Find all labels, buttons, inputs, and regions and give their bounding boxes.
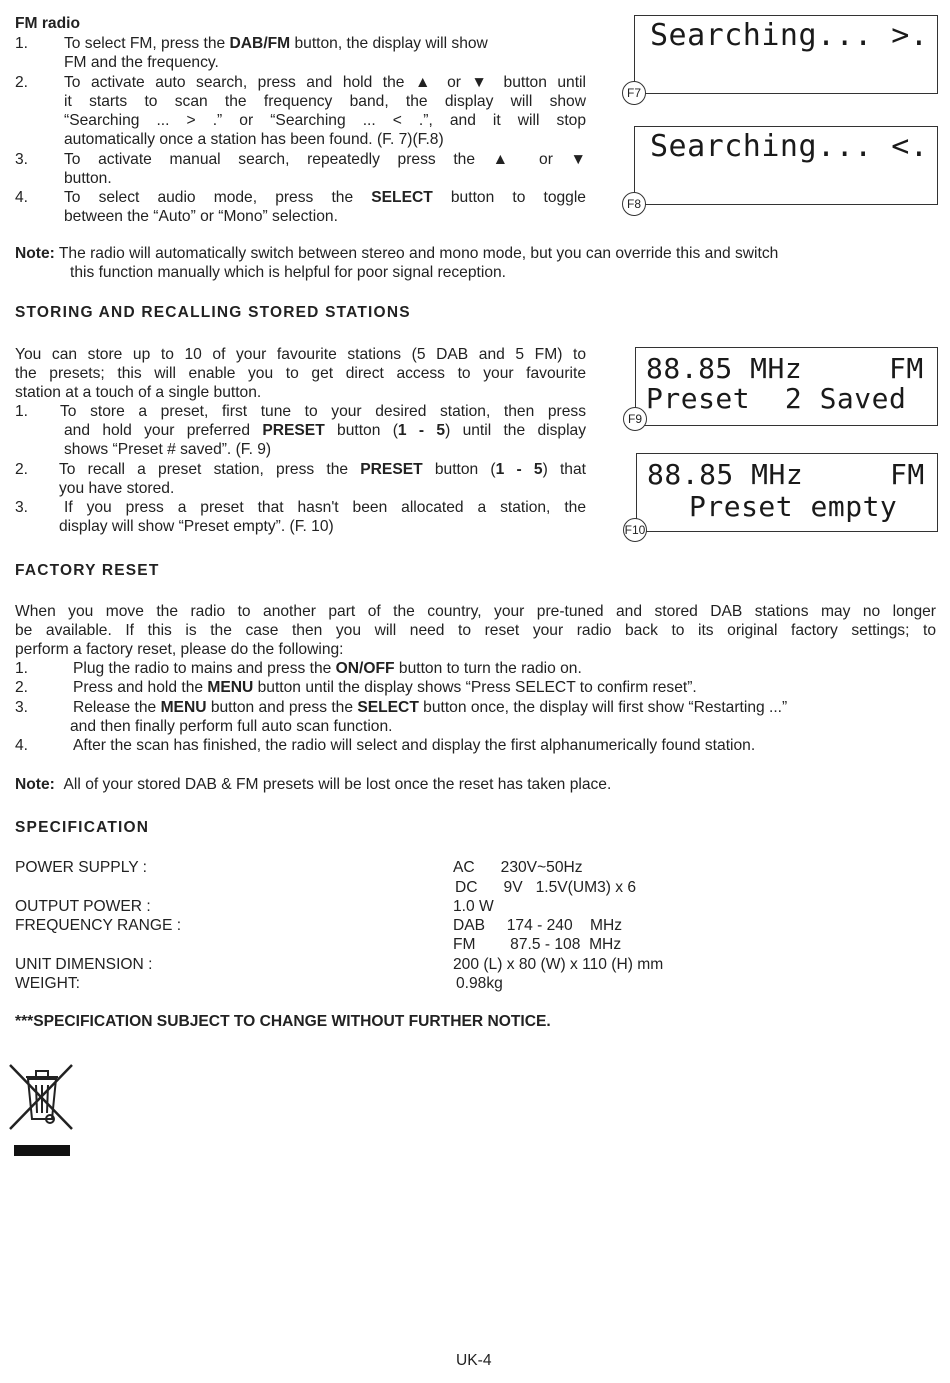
note-continued: this function manually which is helpful for poor signal reception. [70,264,506,281]
spec-value: DAB 174 - 240 MHz [453,917,622,934]
spec-value: AC 230V~50Hz [453,859,583,876]
list-number: 2. [15,461,29,478]
list-item: you have stored. [59,480,175,497]
paragraph-line: You can store up to 10 of your favourite stations (5 DAB and 5 FM) to [15,346,586,363]
display-line: Searching... <. [650,129,929,164]
list-item: shows “Preset # saved”. (F. 9) [64,441,272,458]
spec-label: UNIT DIMENSION : [15,956,153,973]
display-line: 88.85 MHz FM [646,352,924,385]
display-f10 [636,453,938,532]
display-f8 [634,126,938,205]
display-line: Searching... >. [650,18,929,53]
paragraph-line: perform a factory reset, please do the following: [15,641,344,658]
spec-value: 0.98kg [456,975,503,992]
paragraph-line: When you move the radio to another part of the country, your pre-tuned and stored DAB stations may no longer [15,603,936,620]
spec-value: 200 (L) x 80 (W) x 110 (H) mm [453,956,664,973]
figure-label: F8 [622,192,646,216]
spec-label: FREQUENCY RANGE : [15,917,182,934]
list-item: it starts to scan the frequency band, the display will show [64,93,586,110]
figure-label: F10 [623,518,647,542]
list-item: Press and hold the MENU button until the display shows “Press SELECT to confirm reset”. [73,679,697,696]
list-item: display will show “Preset empty”. (F. 10) [59,518,334,535]
list-number: 3. [15,499,29,516]
spec-label: WEIGHT: [15,975,80,992]
list-item: and then finally perform full auto scan function. [70,718,393,735]
spec-label: POWER SUPPLY : [15,859,148,876]
spec-value: DC 9V 1.5V(UM3) x 6 [455,879,637,896]
paragraph-line: the presets; this will enable you to get direct access to your favourite [15,365,586,382]
section-heading-storing: STORING AND RECALLING STORED STATIONS [15,304,411,321]
list-item: After the scan has finished, the radio will select and display the first alphanumerically found station. [73,737,756,754]
note: Note: All of your stored DAB & FM presets will be lost once the reset has taken place. [15,776,612,793]
list-item: button. [64,170,112,187]
paragraph-line: station at a touch of a single button. [15,384,262,401]
list-item: “Searching ... > .” or “Searching ... < .”, and it will stop [64,112,586,129]
list-item: Release the MENU button and press the SELECT button once, the display will first show “Restarting ...” [73,699,788,716]
list-item: FM and the frequency. [64,54,219,71]
list-number: 1. [15,403,29,420]
figure-label: F7 [622,81,646,105]
list-number: 2. [15,74,29,91]
crossed-out-wheelie-bin-icon [8,1063,74,1159]
note: Note: The radio will automatically switch between stereo and mono mode, but you can override this and switch [15,245,779,262]
display-line: 88.85 MHz FM [647,458,925,491]
list-item: To activate auto search, press and hold the ▲ or ▼ button until [64,74,586,91]
list-item: To recall a preset station, press the PRESET button (1 - 5) that [59,461,586,478]
list-number: 4. [15,737,29,754]
display-f9 [635,347,938,426]
section-heading-factory-reset: FACTORY RESET [15,562,160,579]
list-number: 1. [15,660,29,677]
spec-value: 1.0 W [453,898,494,915]
list-number: 3. [15,699,29,716]
list-item: To select FM, press the DAB/FM button, the display will show [64,35,488,52]
list-item: and hold your preferred PRESET button (1 - 5) until the display [64,422,587,439]
list-number: 1. [15,35,29,52]
display-f7 [634,15,938,94]
spec-notice: ***SPECIFICATION SUBJECT TO CHANGE WITHOUT FURTHER NOTICE. [15,1013,551,1030]
figure-label: F9 [623,407,647,431]
list-item: To select audio mode, press the SELECT button to toggle [64,189,586,206]
list-number: 3. [15,151,29,168]
paragraph-line: be available. If this is the case then you will need to reset your radio back to its original factory settings; to [15,622,936,639]
list-item: If you press a preset that hasn't been allocated a station, the [64,499,586,516]
list-item: To activate manual search, repeatedly press the ▲ or ▼ [64,151,586,168]
list-item: To store a preset, first tune to your desired station, then press [60,403,586,420]
display-line: Preset empty [689,490,898,523]
list-item: between the “Auto” or “Mono” selection. [64,208,338,225]
spec-label: OUTPUT POWER : [15,898,151,915]
section-heading-specification: SPECIFICATION [15,819,150,836]
list-number: 4. [15,189,29,206]
display-line: Preset 2 Saved [646,382,907,415]
fm-radio-heading: FM radio [15,15,80,32]
list-item: automatically once a station has been found. (F. 7)(F.8) [64,131,444,148]
page-number: UK-4 [456,1352,492,1369]
spec-value: FM 87.5 - 108 MHz [453,936,622,953]
list-number: 2. [15,679,29,696]
list-item: Plug the radio to mains and press the ON/OFF button to turn the radio on. [73,660,582,677]
